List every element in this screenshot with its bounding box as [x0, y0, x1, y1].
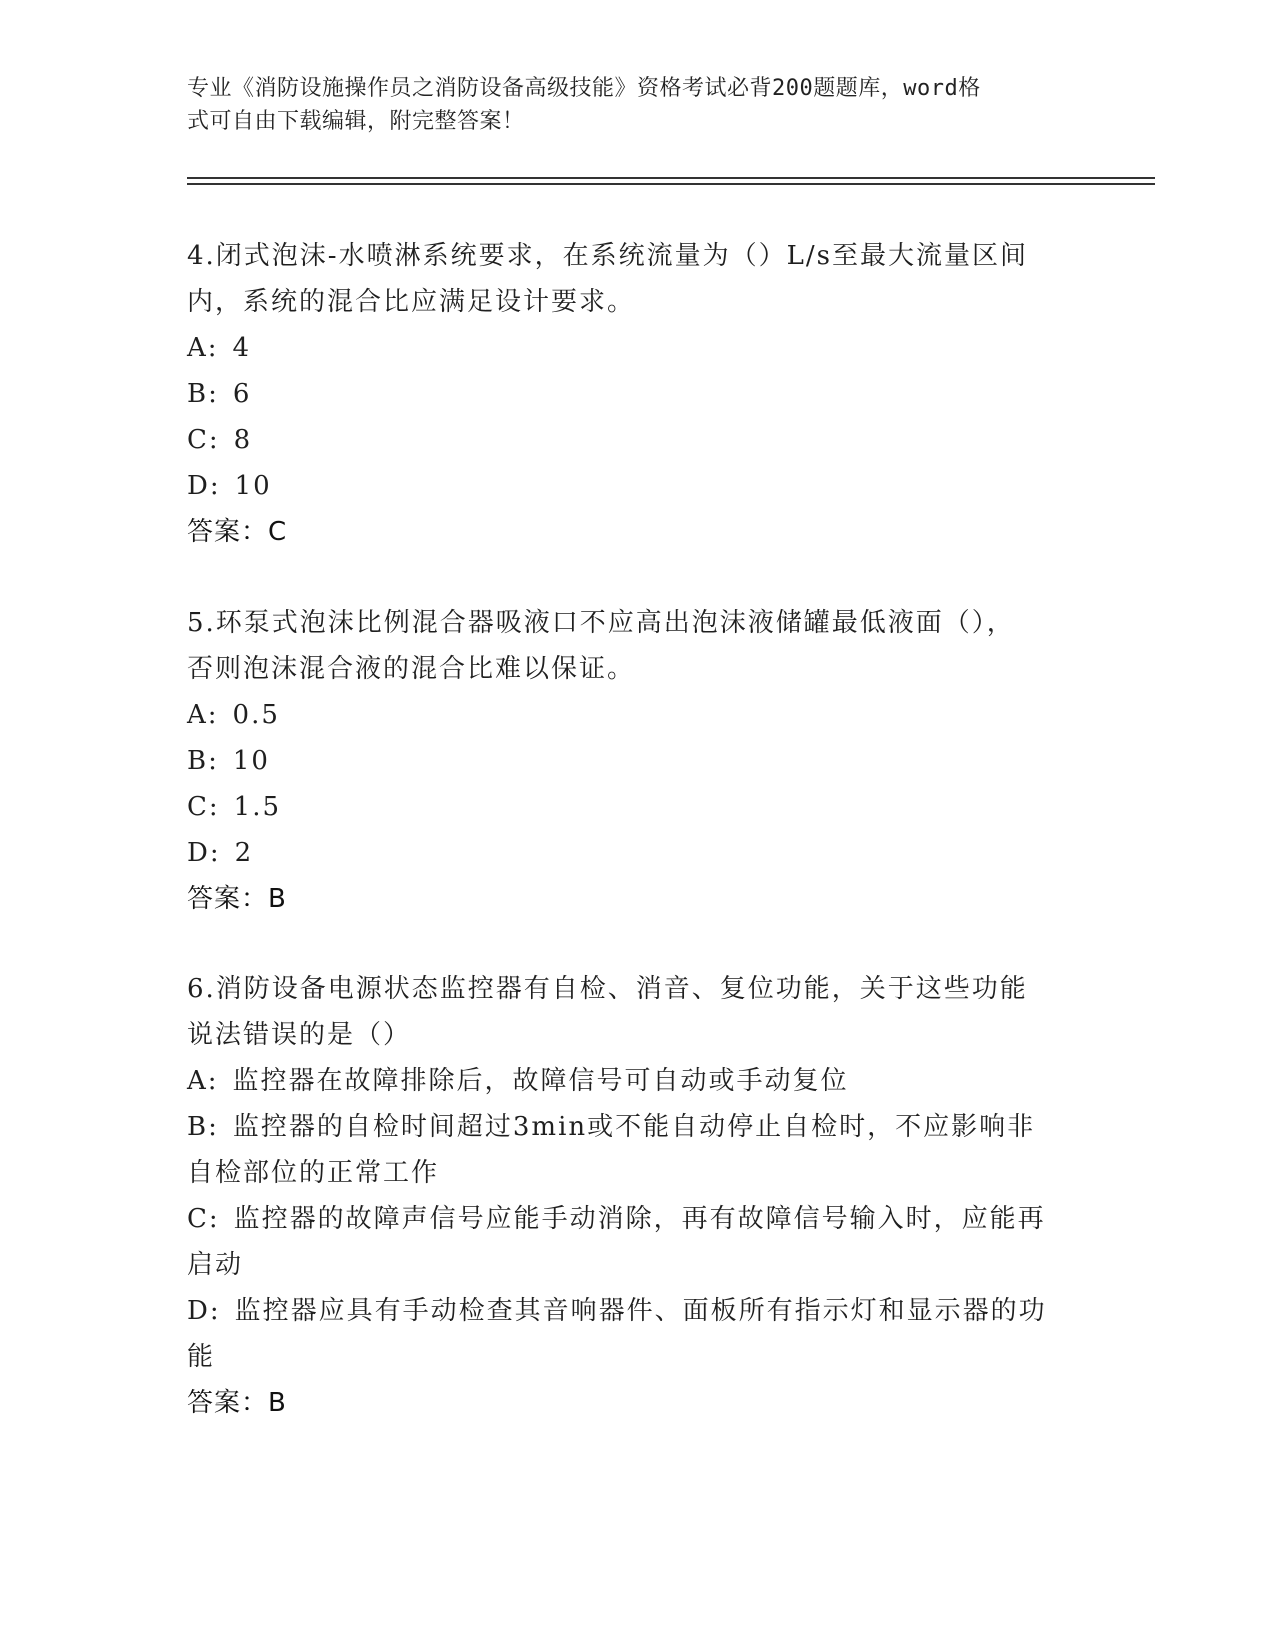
option-key: B:	[187, 1112, 219, 1142]
question-5	[187, 600, 1087, 922]
option-b	[187, 371, 1087, 417]
option-text: 1.5	[233, 792, 282, 822]
option-a	[187, 1058, 1087, 1104]
answer-line: 答案：B	[187, 884, 287, 914]
question-stem-line-2: 内，系统的混合比应满足设计要求。	[187, 287, 636, 317]
option-key: A:	[187, 333, 219, 363]
option-d-continued: 能	[187, 1342, 216, 1372]
option-key: C:	[187, 425, 220, 455]
option-text: 监控器的故障声信号应能手动消除，再有故障信号输入时，应能再	[233, 1204, 1046, 1234]
header-line-2: 式可自由下载编辑，附完整答案！	[187, 109, 525, 134]
option-c	[187, 784, 1087, 830]
option-key: D:	[187, 471, 221, 501]
option-key: A:	[187, 700, 219, 730]
option-b	[187, 1104, 1087, 1150]
option-d	[187, 463, 1087, 509]
option-d	[187, 1288, 1087, 1334]
option-key: A:	[187, 1066, 219, 1096]
option-text: 6	[232, 379, 252, 409]
option-b-continued: 自检部位的正常工作	[187, 1158, 440, 1188]
option-key: B:	[187, 746, 219, 776]
question-stem-line-1: 4.闭式泡沫-水喷淋系统要求，在系统流量为（）L/s至最大流量区间	[187, 241, 1028, 271]
option-c	[187, 417, 1087, 463]
option-d	[187, 830, 1087, 876]
option-a	[187, 692, 1087, 738]
option-text: 监控器的自检时间超过3min或不能自动停止自检时，不应影响非	[232, 1112, 1036, 1142]
answer-line: 答案：C	[187, 517, 288, 547]
option-text: 0.5	[232, 700, 280, 730]
option-b	[187, 738, 1087, 784]
option-key: D:	[187, 1296, 221, 1326]
option-key: C:	[187, 792, 220, 822]
question-4	[187, 233, 1087, 555]
header-divider-top	[187, 177, 1155, 179]
option-text: 监控器应具有手动检查其音响器件、面板所有指示灯和显示器的功	[234, 1296, 1047, 1326]
option-c	[187, 1196, 1087, 1242]
question-stem-line-1: 5.环泵式泡沫比例混合器吸液口不应高出泡沫液储罐最低液面（），	[187, 608, 1015, 638]
question-6	[187, 966, 1087, 1426]
option-text: 4	[232, 333, 252, 363]
option-key: B:	[187, 379, 219, 409]
option-text: 10	[232, 746, 270, 776]
option-text: 10	[234, 471, 272, 501]
document-header	[187, 72, 1077, 138]
option-key: D:	[187, 838, 221, 868]
option-a	[187, 325, 1087, 371]
question-stem-line-2: 说法错误的是（）	[187, 1020, 412, 1050]
option-key: C:	[187, 1204, 220, 1234]
header-divider-bottom	[187, 183, 1155, 185]
option-c-continued: 启动	[187, 1250, 244, 1280]
option-text: 2	[234, 838, 254, 868]
option-text: 8	[233, 425, 253, 455]
answer-line: 答案：B	[187, 1388, 287, 1418]
option-text: 监控器在故障排除后，故障信号可自动或手动复位	[232, 1066, 849, 1096]
question-stem-line-2: 否则泡沫混合液的混合比难以保证。	[187, 654, 636, 684]
header-line-1: 专业《消防设施操作员之消防设备高级技能》资格考试必背200题题库，word格	[187, 76, 981, 101]
question-stem-line-1: 6.消防设备电源状态监控器有自检、消音、复位功能，关于这些功能	[187, 974, 1028, 1004]
